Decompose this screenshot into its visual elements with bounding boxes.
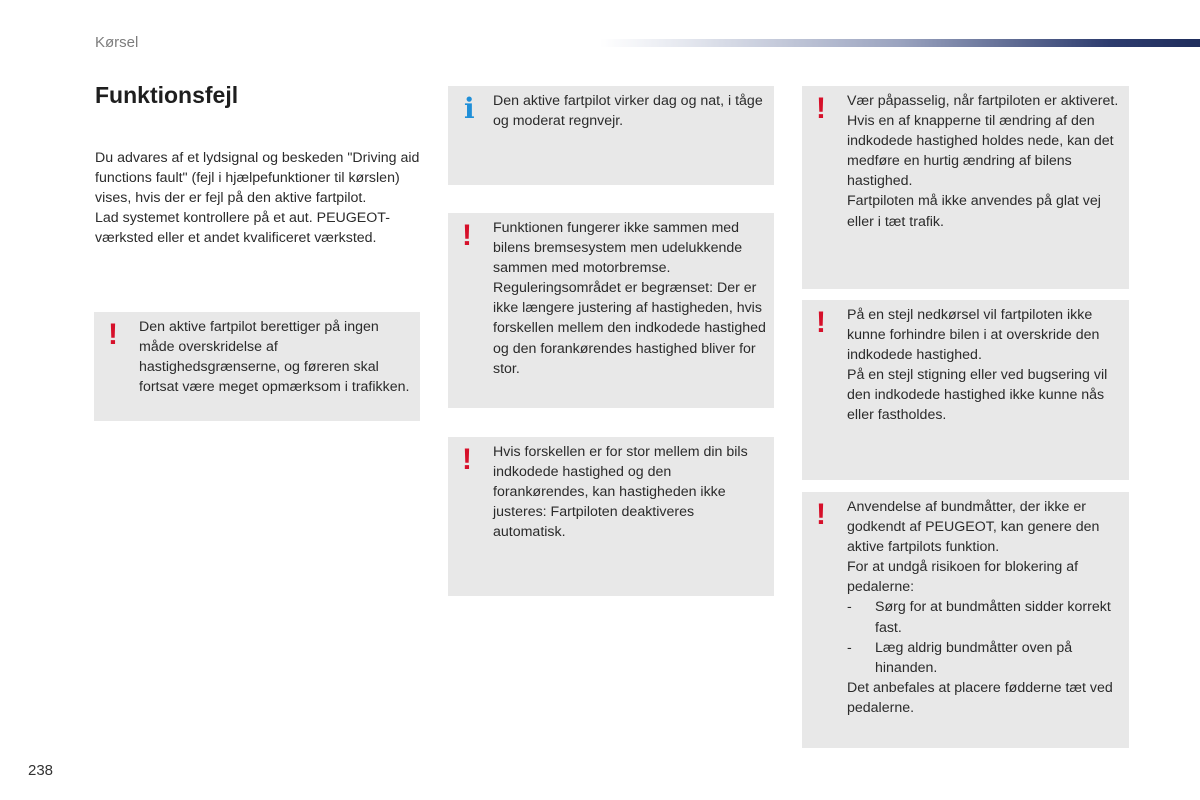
warning-text: Hvis forskellen er for stor mellem din bils indkodede hastighed og den forankørendes, kan hastigheden ikke justeres: Fartpiloten deaktiveres automatisk. (493, 444, 748, 541)
list-item (847, 597, 1123, 637)
warning-icon: ! (462, 443, 472, 476)
info-box-conditions (448, 86, 774, 185)
warning-icon: ! (108, 318, 118, 351)
intro-text (95, 148, 425, 248)
warning-box-speed-difference (448, 437, 774, 596)
warning-box-braking (448, 213, 774, 408)
bullet-marker: - (847, 639, 852, 656)
warning-text: Funktionen fungerer ikke sammen med bilens bremsesystem men udelukkende sammen med motorbremse. (493, 220, 743, 277)
warning-text: Det anbefales at placere fødderne tæt ved pedalerne. (847, 679, 1113, 716)
warning-box-speed-limits (94, 312, 420, 421)
page-number: 238 (28, 762, 54, 779)
warning-text: Reguleringsområdet er begrænset: Der er ikke længere justering af hastigheden, hvis forskellen mellem den indkodede hastighed og den forankørendes hastighed bliver for stor. (493, 280, 766, 377)
intro-paragraph: Du advares af et lydsignal og beskeden "Driving aid functions fault" (fejl i hjælpefunktioner til kørslen) vises, hvis der er fejl på den aktive fartpilot. (95, 150, 420, 206)
warning-icon: ! (816, 498, 826, 531)
bullet-marker: - (847, 599, 852, 616)
warning-text: Vær påpasselig, når fartpiloten er aktiveret. Hvis en af knapperne til ændring af den indkodede hastighed holdes nede, kan det medføre en hurtig ændring af bilens hastighed. (847, 93, 1119, 190)
warning-text: Anvendelse af bundmåtter, der ikke er godkendt af PEUGEOT, kan genere den aktive fartpilots funktion. (847, 499, 1100, 556)
info-text: Den aktive fartpilot virker dag og nat, i tåge og moderat regnvejr. (493, 93, 763, 130)
info-icon: i (464, 92, 475, 125)
warning-icon: ! (816, 306, 826, 339)
warning-box-floor-mats (802, 492, 1129, 748)
warning-text: På en stejl stigning eller ved bugsering vil den indkodede hastighed ikke kunne nås eller fastholdes. (847, 367, 1108, 424)
warning-text: For at undgå risikoen for blokering af pedalerne: (847, 559, 1079, 596)
warning-icon: ! (462, 219, 472, 252)
intro-paragraph: Lad systemet kontrollere på et aut. PEUGEOT-værksted eller et andet kvalificeret værksted. (95, 210, 390, 246)
warning-text: På en stejl nedkørsel vil fartpiloten ikke kunne forhindre bilen i at overskride den indkodede hastighed. (847, 307, 1100, 364)
bullet-list (847, 597, 1123, 677)
page-title: Funktionsfejl (95, 82, 239, 108)
header-gradient-bar (600, 39, 1200, 47)
warning-text: Den aktive fartpilot berettiger på ingen måde overskridelse af hastighedsgrænserne, og føreren skal fortsat være meget opmærksom i trafikken. (139, 319, 410, 396)
warning-box-buttons (802, 86, 1129, 289)
list-item (847, 638, 1123, 678)
list-item-text: Læg aldrig bundmåtter oven på hinanden. (875, 639, 1073, 676)
section-label: Kørsel (95, 34, 139, 51)
warning-text: Fartpiloten må ikke anvendes på glat vej eller i tæt trafik. (847, 193, 1101, 230)
warning-box-slopes (802, 300, 1129, 480)
warning-icon: ! (816, 92, 826, 125)
list-item-text: Sørg for at bundmåtten sidder korrekt fast. (875, 599, 1111, 636)
